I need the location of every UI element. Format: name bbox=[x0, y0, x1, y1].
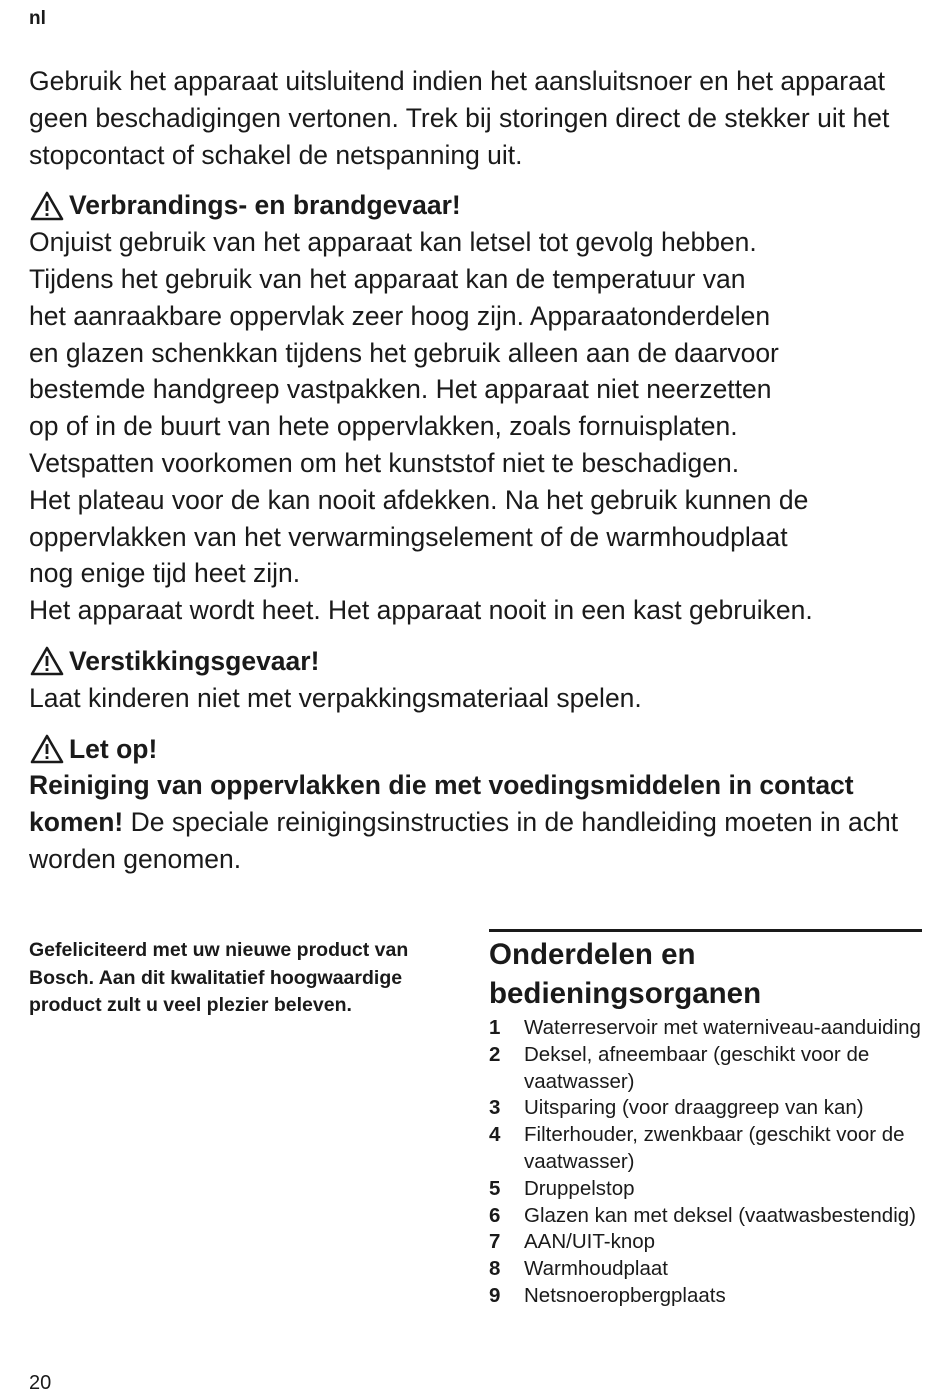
item-text: AAN/UIT-knop bbox=[524, 1230, 656, 1254]
item-text: Filterhouder, zwenkbaar (geschikt voor de vaatwasser) bbox=[524, 1123, 905, 1173]
suffocation-text: Laat kinderen niet met verpakkingsmateriaal spelen. bbox=[29, 682, 642, 713]
list-item bbox=[489, 1176, 929, 1203]
list-item bbox=[489, 1229, 929, 1256]
list-item bbox=[489, 1015, 929, 1042]
list-item bbox=[489, 1122, 929, 1176]
burn-line: Vetspatten voorkomen om het kunststof niet te beschadigen. bbox=[29, 447, 740, 478]
intro-paragraph: Gebruik het apparaat uitsluitend indien het aansluitsnoer en het apparaat geen beschadigingen vertonen. Trek bij storingen direct de stekker uit het stopcontact of schakel de netspanning uit. bbox=[29, 66, 890, 170]
caution-text: De speciale reinigingsinstructies in de handleiding moeten in acht worden genomen. bbox=[29, 807, 899, 874]
burn-line: op of in de buurt van hete oppervlakken, zoals fornuisplaten. bbox=[29, 411, 738, 442]
burn-line: en glazen schenkkan tijdens het gebruik alleen aan de daarvoor bbox=[29, 337, 779, 368]
item-number: 1 bbox=[489, 1016, 501, 1039]
item-text: Warmhoudplaat bbox=[524, 1257, 668, 1281]
caution-bold-text: Reiniging van oppervlakken die met voedingsmiddelen in contact komen! bbox=[29, 770, 854, 838]
burn-line: Onjuist gebruik van het apparaat kan letsel tot gevolg hebben. bbox=[29, 227, 757, 258]
item-number: 2 bbox=[489, 1042, 501, 1066]
parts-list bbox=[489, 1015, 929, 1310]
warning-triangle-icon bbox=[29, 190, 65, 222]
burn-warning-title: Verbrandings- en brandgevaar! bbox=[69, 190, 461, 221]
burn-line: Het apparaat wordt heet. Het apparaat nooit in een kast gebruiken. bbox=[29, 595, 813, 626]
item-text: Waterreservoir met waterniveau-aanduiding bbox=[524, 1016, 921, 1039]
caution-heading bbox=[29, 731, 929, 768]
suffocation-warning-heading bbox=[29, 643, 929, 680]
language-code: nl bbox=[29, 8, 46, 29]
item-number: 8 bbox=[489, 1257, 501, 1281]
safety-instructions bbox=[29, 63, 929, 878]
item-number: 3 bbox=[489, 1096, 501, 1120]
suffocation-warning-title: Verstikkingsgevaar! bbox=[69, 645, 320, 676]
burn-line: Het plateau voor de kan nooit afdekken. Na het gebruik kunnen de bbox=[29, 484, 809, 515]
item-text: Netsnoeropbergplaats bbox=[524, 1283, 726, 1307]
burn-line: nog enige tijd heet zijn. bbox=[29, 558, 301, 589]
congratulations-note: Gefeliciteerd met uw nieuwe product van Bosch. Aan dit kwalitatief hoogwaardige product zult u veel plezier beleven. bbox=[29, 939, 409, 1016]
item-text: Deksel, afneembaar (geschikt voor de vaatwasser) bbox=[524, 1042, 870, 1093]
item-number: 9 bbox=[489, 1283, 501, 1307]
item-number: 5 bbox=[489, 1176, 501, 1200]
caution-title: Let op! bbox=[69, 733, 158, 764]
item-text: Druppelstop bbox=[524, 1176, 635, 1200]
burn-line: het aanraakbare oppervlak zeer hoog zijn. Apparaatonderdelen bbox=[29, 300, 771, 331]
warning-triangle-icon bbox=[29, 733, 65, 765]
burn-line: oppervlakken van het verwarmingselement of de warmhoudplaat bbox=[29, 521, 788, 552]
item-text: Glazen kan met deksel (vaatwasbestendig) bbox=[524, 1203, 916, 1227]
item-number: 4 bbox=[489, 1123, 501, 1147]
list-item bbox=[489, 1283, 929, 1310]
list-item bbox=[489, 1042, 929, 1096]
list-item bbox=[489, 1095, 929, 1122]
burn-line: bestemde handgreep vastpakken. Het apparaat niet neerzetten bbox=[29, 374, 772, 405]
item-text: Uitsparing (voor draaggreep van kan) bbox=[524, 1096, 864, 1120]
warning-triangle-icon bbox=[29, 645, 65, 677]
page-number: 20 bbox=[29, 1372, 52, 1394]
item-number: 6 bbox=[489, 1203, 501, 1227]
section-divider bbox=[489, 929, 922, 932]
caution-paragraph bbox=[29, 767, 929, 877]
list-item bbox=[489, 1203, 929, 1230]
burn-line: Tijdens het gebruik van het apparaat kan de temperatuur van bbox=[29, 263, 746, 294]
burn-warning-heading bbox=[29, 187, 929, 224]
parts-section-title: Onderdelen en bedieningsorganen bbox=[489, 938, 762, 1010]
item-number: 7 bbox=[489, 1230, 501, 1254]
list-item bbox=[489, 1256, 929, 1283]
